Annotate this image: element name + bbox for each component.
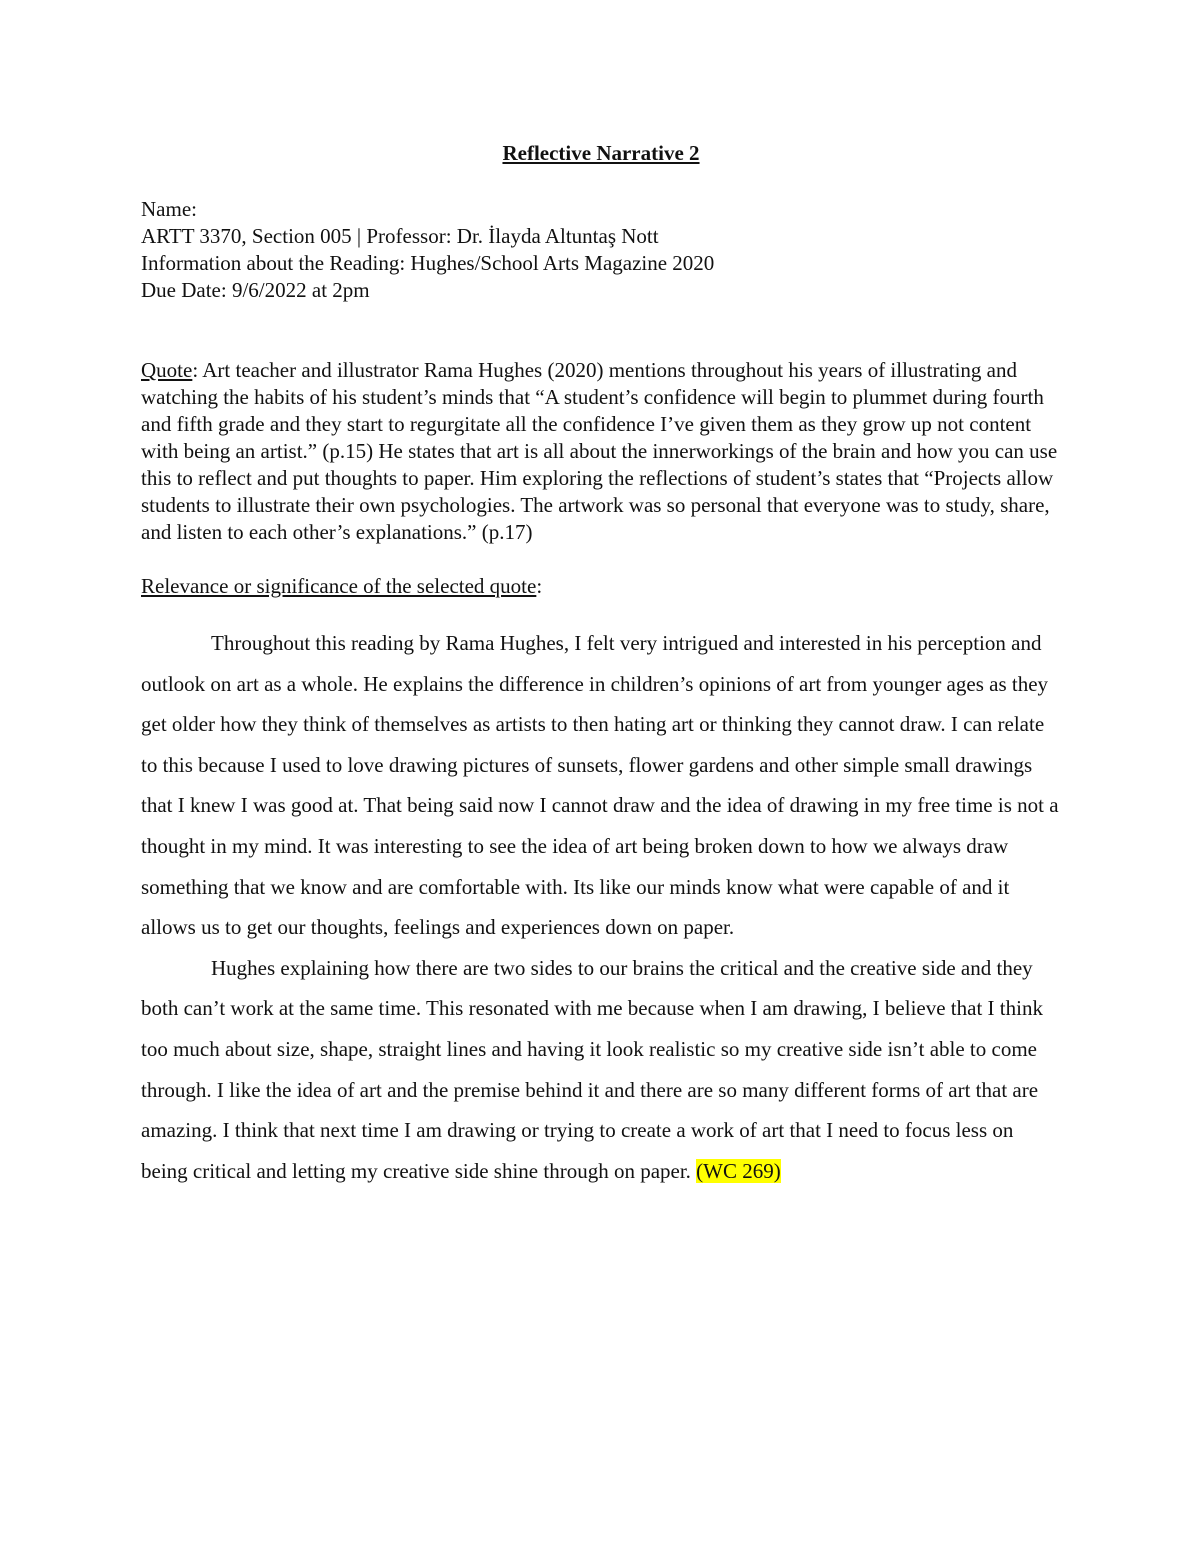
header-block [141,196,1061,304]
reflection-paragraph-2 [141,948,1061,1192]
due-date-line: Due Date: 9/6/2022 at 2pm [141,278,370,302]
relevance-separator: : [536,574,543,598]
quote-label-separator: : [192,358,199,382]
quote-text: Art teacher and illustrator Rama Hughes (2020) mentions throughout his years of illustrating and watching the habits of his student’s minds that “A student’s confidence will begin to plummet during fourth and fifth grade and they start to regurgitate all the confidence I’ve given them as they grow up not content with being an artist.” (p.15) He states that art is all about the innerworkings of the brain and how you can use this to reflect and put thoughts to paper. Him exploring the reflections of student’s states that “Projects allow students to illustrate their own psychologies. The artwork was so personal that everyone was to study, share, and listen to each other’s explanations.” (p.17) [141,358,1058,544]
document-title: Reflective Narrative 2 [502,141,700,165]
reading-line: Information about the Reading: Hughes/School Arts Magazine 2020 [141,251,715,275]
course-line: ARTT 3370, Section 005 | Professor: Dr. İlayda Altuntaş Nott [141,224,659,248]
quote-paragraph [141,357,1061,546]
document-page [141,140,1061,1191]
word-count-highlight: (WC 269) [696,1158,781,1183]
relevance-label: Relevance or significance of the selected quote [141,574,537,598]
quote-label: Quote [141,358,193,382]
reflection-paragraph-1: Throughout this reading by Rama Hughes, I felt very intrigued and interested in his perception and outlook on art as a whole. He explains the difference in children’s opinions of art from younger ages as they get older how they think of themselves as artists to then hating art or thinking they cannot draw. I can relate to this because I used to love drawing pictures of sunsets, flower gardens and other simple small drawings that I knew I was good at. That being said now I cannot draw and the idea of drawing in my free time is not a thought in my mind. It was interesting to see the idea of art being broken down to how we always draw something that we know and are comfortable with. Its like our minds know what were capable of and it allows us to get our thoughts, feelings and experiences down on paper. [141,631,1059,940]
reflection-body [141,623,1061,1191]
relevance-heading [141,573,1061,600]
name-line: Name: [141,197,197,221]
reflection-paragraph-2-text: Hughes explaining how there are two sides to our brains the critical and the creative side and they both can’t work at the same time. This resonated with me because when I am drawing, I believe that I think too much about size, shape, straight lines and having it look realistic so my creative side isn’t able to come through. I like the idea of art and the premise behind it and there are so many different forms of art that are amazing. I think that next time I am drawing or trying to create a work of art that I need to focus less on being critical and letting my creative side shine through on paper. [141,955,1043,1183]
